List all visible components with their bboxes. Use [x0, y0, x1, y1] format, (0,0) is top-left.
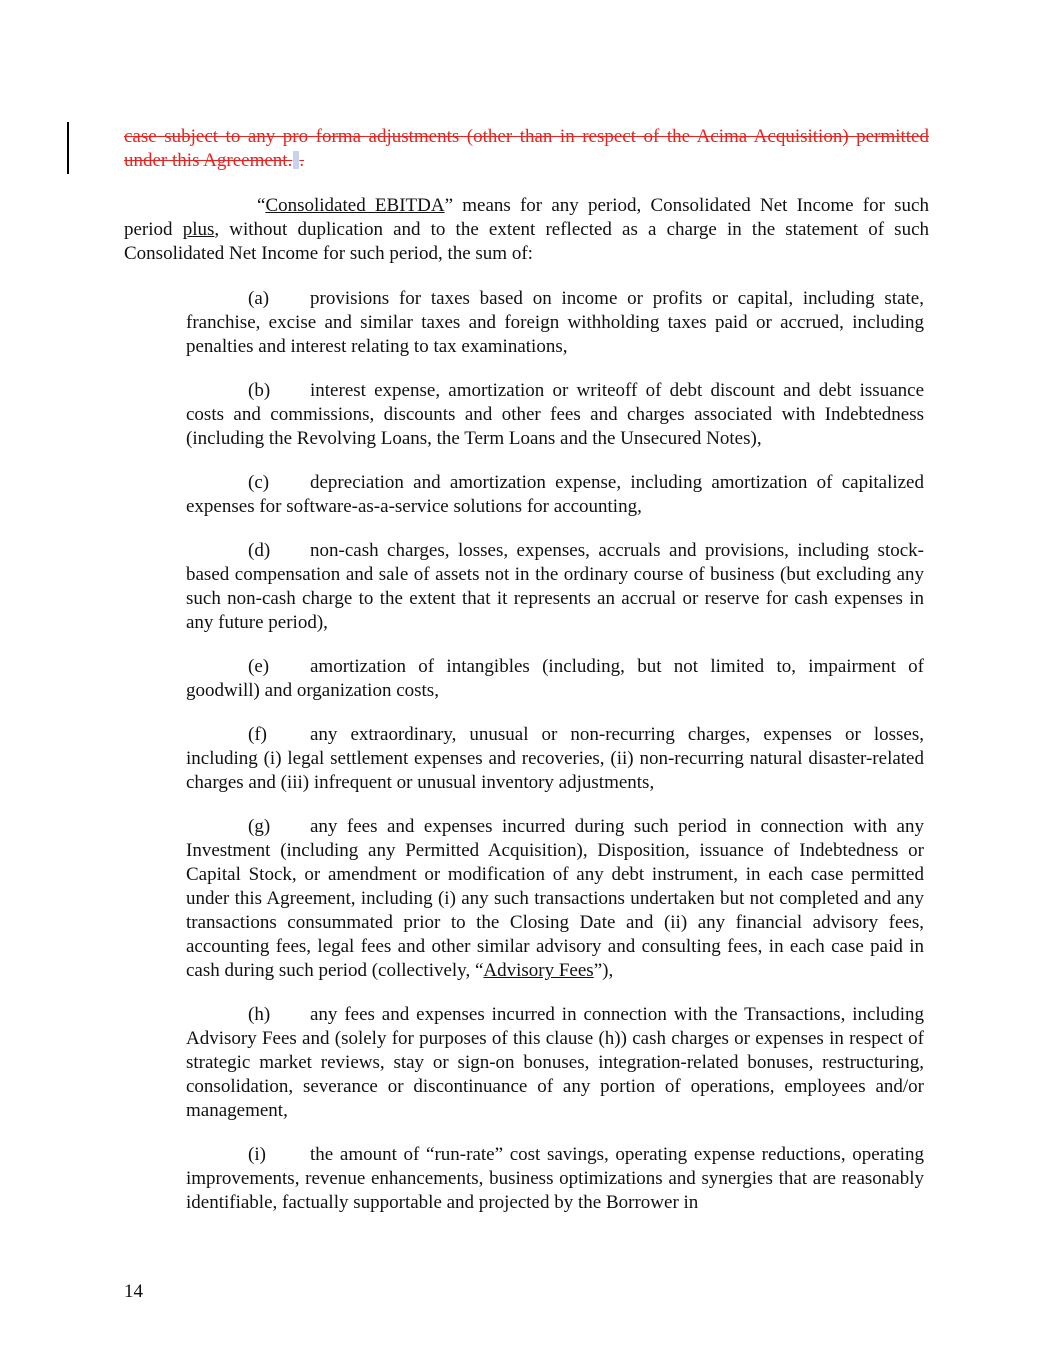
clause-text: non-cash charges, losses, expenses, accruals and provisions, including stock-based compensation and sale of assets not in the ordinary course of business (but excluding any such non-cash charge to the extent that it represents an accrual or reserve for cash expenses in any future period), [186, 540, 924, 633]
defined-term-advisory-fees: Advisory Fees [483, 960, 594, 981]
clause-text: any fees and expenses incurred during such period in connection with any Investment (including any Permitted Acquisition), Disposition, issuance of Indebtedness or Capital Stock, or amendment or modification of any debt instrument, in each case permitted under this Agreement, including (i) any such transactions undertaken but not completed and any transactions consummated prior to the Closing Date and (ii) any financial advisory fees, accounting fees, legal fees and other similar advisory and consulting fees, in each case paid in cash during such period (collectively, “ [186, 816, 924, 981]
clause-label: (d) [248, 540, 271, 561]
clause-d [186, 539, 924, 635]
plus-term: plus [182, 219, 215, 240]
clause-f [186, 723, 924, 795]
deleted-text: case subject to any pro forma adjustments (other than in respect of the Acima Acquisition) permitted under this Agreement. [124, 126, 929, 171]
clause-c [186, 471, 924, 519]
open-quote: “ [257, 195, 266, 216]
clause-label: (a) [248, 288, 270, 309]
clause-label: (f) [248, 724, 267, 745]
revision-change-bar [67, 122, 69, 174]
clause-text: any fees and expenses incurred in connection with the Transactions, including Advisory Fees and (solely for purposes of this clause (h)) cash charges or expenses in respect of strategic market reviews, stay or sign-on bonuses, integration-related bonuses, restructuring, consolidation, severance or discontinuance of any portion of operations, employees and/or management, [186, 1004, 924, 1121]
clause-e [186, 655, 924, 703]
clause-text: interest expense, amortization or writeoff of debt discount and debt issuance costs and commissions, discounts and other fees and charges associated with Indebtedness (including the Revolving Loans, the Term Loans and the Unsecured Notes), [186, 380, 924, 449]
clause-h [186, 1003, 924, 1123]
clause-list [186, 287, 924, 1215]
definition-consolidated-ebitda [124, 194, 929, 266]
clause-text: provisions for taxes based on income or profits or capital, including state, franchise, excise and similar taxes and foreign withholding taxes paid or accrued, including penalties and interest relating to tax examinations, [186, 288, 924, 357]
clause-text: any extraordinary, unusual or non-recurring charges, expenses or losses, including (i) legal settlement expenses and recoveries, (ii) non-recurring natural disaster-related charges and (iii) infrequent or unusual inventory adjustments, [186, 724, 924, 793]
clause-i [186, 1143, 924, 1215]
defined-term-consolidated-ebitda: Consolidated EBITDA [265, 195, 445, 216]
document-page-body [124, 125, 929, 1215]
deleted-text-paragraph [124, 125, 929, 173]
clause-b [186, 379, 924, 451]
clause-label: (e) [248, 656, 270, 677]
clause-text-end: ”), [593, 960, 614, 981]
close-quote: ” [444, 195, 454, 216]
clause-text: the amount of “run-rate” cost savings, operating expense reductions, operating improvements, revenue enhancements, business optimizations and synergies that are reasonably identifiable, factually supportable and projected by the Borrower in [186, 1144, 924, 1213]
clause-text: amortization of intangibles (including, but not limited to, impairment of goodwill) and organization costs, [186, 656, 924, 701]
clause-text: depreciation and amortization expense, including amortization of capitalized expenses for software-as-a-service solutions for accounting, [186, 472, 924, 517]
clause-label: (h) [248, 1004, 271, 1025]
clause-g [186, 815, 924, 983]
page-number: 14 [124, 1281, 143, 1302]
clause-label: (c) [248, 472, 270, 493]
clause-label: (i) [248, 1144, 266, 1165]
definition-text-part2: , without duplication and to the extent reflected as a charge in the statement of such Consolidated Net Income for such period, the sum of: [124, 219, 930, 264]
trailing-period: . [299, 150, 305, 171]
clause-a [186, 287, 924, 359]
clause-label: (g) [248, 816, 271, 837]
clause-label: (b) [248, 380, 271, 401]
definition-text-part1: means for any period, Consolidated Net Income for such period [124, 195, 929, 240]
